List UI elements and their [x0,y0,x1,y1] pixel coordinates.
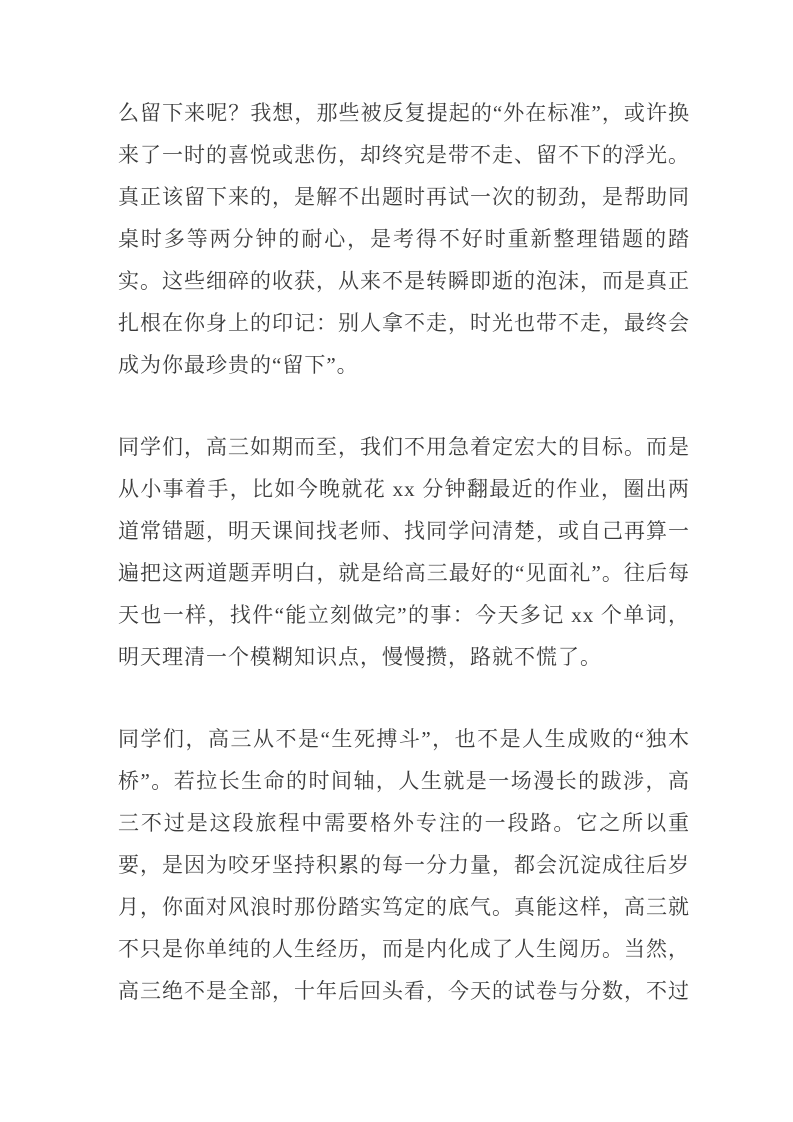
paragraph-life-journey: 同学们，高三从不是“生死搏斗”，也不是人生成败的“独木桥”。若拉长生命的时间轴，人生就是一场漫长的跋涉，高三不过是这段旅程中需要格外专注的一段路。它之所以重要，是因为咬牙坚持积累的每一分力量，都会沉淀成往后岁月，你面对风浪时那份踏实笃定的底气。真能这样，高三就不只是你单纯的人生经历，而是内化成了人生阅历。当然，高三绝不是全部，十年后回头看，今天的试卷与分数，不过 [118,727,690,1003]
paragraph-leftover-values: 么留下来呢？我想，那些被反复提起的“外在标准”，或许换来了一时的喜悦或悲伤，却终究是带不走、留不下的浮光。真正该留下来的，是解不出题时再试一次的韧劲，是帮助同桌时多等两分钟的耐心，是考得不好时重新整理错题的踏实。这些细碎的收获，从来不是转瞬即逝的泡沫，而是真正扎根在你身上的印记：别人拿不走，时光也带不走，最终会成为你最珍贵的“留下”。 [118,101,690,377]
document-text-block [118,92,690,1012]
paragraph-small-goals: 同学们，高三如期而至，我们不用急着定宏大的目标。而是从小事着手，比如今晚就花 xx 分钟翻最近的作业，圈出两道常错题，明天课间找老师、找同学问清楚，或自己再算一遍把这两道题弄明白，就是给高三最好的“见面礼”。往后每天也一样，找件“能立刻做完”的事：今天多记 xx 个单词，明天理清一个模糊知识点，慢慢攒，路就不慌了。 [118,435,690,669]
